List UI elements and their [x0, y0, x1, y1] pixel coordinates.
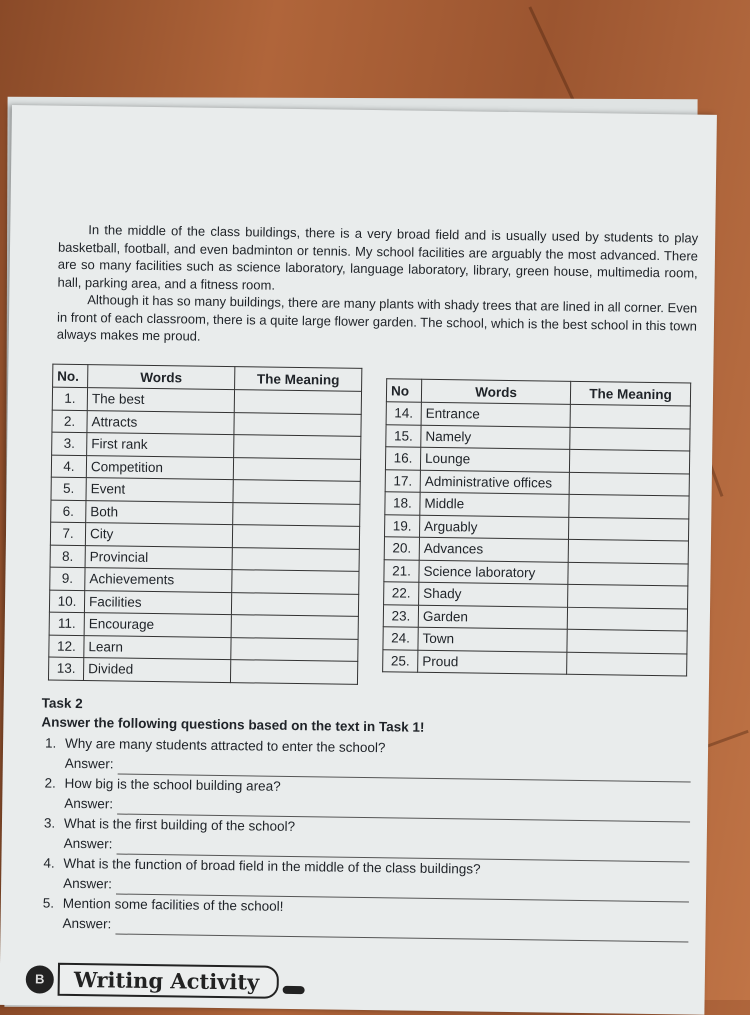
- meaning-cell[interactable]: [567, 629, 687, 653]
- meaning-cell[interactable]: [568, 584, 688, 608]
- answer-label: Answer:: [64, 755, 114, 772]
- row-number: 17.: [385, 469, 420, 492]
- column-header-no: No.: [53, 364, 88, 387]
- task-2-section: [38, 695, 691, 942]
- section-icon: B: [26, 965, 54, 993]
- column-header-no: No: [386, 379, 421, 402]
- meaning-cell[interactable]: [569, 494, 689, 518]
- column-header-meaning: The Meaning: [235, 367, 362, 392]
- table-row: [48, 657, 357, 684]
- writing-activity-title: Writing Activity: [58, 963, 280, 999]
- column-header-words: Words: [421, 379, 570, 404]
- vocabulary-word: Entrance: [421, 402, 570, 427]
- vocabulary-word: Namely: [421, 425, 570, 450]
- worksheet-page: [0, 105, 717, 1015]
- row-number: 16.: [385, 447, 420, 470]
- answer-label: Answer:: [62, 915, 112, 932]
- meaning-cell[interactable]: [567, 607, 687, 631]
- question-list: [38, 733, 691, 942]
- row-number: 12.: [49, 635, 84, 658]
- meaning-cell[interactable]: [569, 472, 689, 496]
- meaning-cell[interactable]: [234, 412, 361, 436]
- task-instruction: Answer the following questions based on the text in Task 1!: [41, 714, 425, 735]
- question-text: What is the function of broad field in the middle of the class buildings?: [63, 855, 481, 877]
- vocabulary-word: Facilities: [84, 590, 231, 615]
- vocabulary-word: City: [85, 523, 232, 548]
- vocabulary-word: Both: [86, 500, 233, 525]
- row-number: 18.: [385, 492, 420, 515]
- answer-label: Answer:: [63, 835, 113, 852]
- vocabulary-table-left: [48, 364, 362, 685]
- row-number: 7.: [50, 522, 85, 545]
- row-number: 23.: [383, 604, 418, 627]
- task-title: Task 2: [41, 695, 83, 712]
- meaning-cell[interactable]: [568, 562, 688, 586]
- vocabulary-word: Event: [86, 478, 233, 503]
- vocabulary-table-right: [382, 378, 691, 676]
- meaning-cell[interactable]: [567, 652, 687, 676]
- row-number: 4.: [51, 455, 86, 478]
- question-text: How big is the school building area?: [64, 775, 281, 794]
- meaning-cell[interactable]: [232, 525, 359, 549]
- reading-text: [57, 221, 699, 352]
- row-number: 13.: [48, 657, 83, 680]
- paragraph-2: Although it has so many buildings, there are many plants with shady trees that are lined in all corner. Even in front of each classroom, there is a quite large flower garden. The school, which is the best school in this town always makes me proud.: [56, 292, 698, 344]
- vocabulary-word: Achievements: [85, 568, 232, 593]
- meaning-cell[interactable]: [570, 427, 690, 451]
- meaning-cell[interactable]: [231, 637, 358, 661]
- vocabulary-word: Garden: [418, 605, 567, 630]
- vocabulary-word: Middle: [420, 492, 569, 517]
- banner-tail-icon: [283, 985, 305, 993]
- meaning-cell[interactable]: [232, 547, 359, 571]
- vocabulary-word: First rank: [87, 433, 234, 458]
- row-number: 24.: [383, 627, 418, 650]
- meaning-cell[interactable]: [568, 539, 688, 563]
- writing-activity-header: [26, 962, 306, 999]
- row-number: 15.: [386, 424, 421, 447]
- row-number: 5.: [51, 477, 86, 500]
- meaning-cell[interactable]: [233, 502, 360, 526]
- vocabulary-word: Provincial: [85, 545, 232, 570]
- table-row: [383, 649, 687, 676]
- row-number: 20.: [384, 537, 419, 560]
- row-number: 8.: [50, 545, 85, 568]
- column-header-words: Words: [88, 365, 235, 390]
- vocabulary-word: Arguably: [420, 515, 569, 540]
- vocabulary-word: Competition: [86, 455, 233, 480]
- question-number: 2.: [44, 775, 56, 791]
- question-text: What is the first building of the school?: [63, 815, 296, 835]
- column-header-meaning: The Meaning: [570, 381, 690, 406]
- question-text: Mention some facilities of the school!: [62, 895, 284, 914]
- vocabulary-word: The best: [87, 388, 234, 413]
- paragraph-1: In the middle of the class buildings, there is a very broad field and is usually used by students to play basketball, football, and even badminton or tennis. My school facilities are arguably the most advanced. There are so many facilities such as science laboratory, language laboratory, library, green house, multimedia room, hall, parking area, and a fitness room.: [57, 222, 699, 293]
- vocabulary-word: Town: [418, 627, 567, 652]
- vocabulary-word: Science laboratory: [419, 560, 568, 585]
- row-number: 1.: [52, 387, 87, 410]
- row-number: 3.: [52, 432, 87, 455]
- row-number: 22.: [384, 582, 419, 605]
- question-number: 1.: [44, 735, 57, 751]
- question-text: Why are many students attracted to enter the school?: [64, 735, 386, 756]
- meaning-cell[interactable]: [231, 615, 358, 639]
- meaning-cell[interactable]: [233, 480, 360, 504]
- row-number: 14.: [386, 402, 421, 425]
- row-number: 25.: [383, 649, 418, 672]
- row-number: 11.: [49, 612, 84, 635]
- row-number: 2.: [52, 410, 87, 433]
- row-number: 6.: [51, 500, 86, 523]
- question-number: 3.: [43, 815, 56, 831]
- meaning-cell[interactable]: [234, 390, 361, 414]
- vocabulary-word: Divided: [83, 658, 230, 683]
- vocabulary-word: Lounge: [420, 447, 569, 472]
- vocabulary-word: Attracts: [87, 410, 234, 435]
- vocabulary-word: Encourage: [84, 613, 231, 638]
- table-body: [383, 402, 691, 676]
- meaning-cell[interactable]: [568, 517, 688, 541]
- vocabulary-word: Proud: [418, 650, 567, 675]
- vocabulary-word: Advances: [419, 537, 568, 562]
- vocabulary-word: Learn: [84, 635, 231, 660]
- vocabulary-word: Shady: [419, 582, 568, 607]
- vocabulary-word: Administrative offices: [420, 470, 569, 495]
- meaning-cell[interactable]: [230, 660, 357, 684]
- question-number: 4.: [43, 855, 55, 871]
- meaning-cell[interactable]: [570, 404, 690, 428]
- answer-label: Answer:: [63, 875, 113, 892]
- answer-line[interactable]: [115, 920, 688, 943]
- row-number: 19.: [385, 514, 420, 537]
- row-number: 9.: [50, 567, 85, 590]
- meaning-cell[interactable]: [231, 592, 358, 616]
- meaning-cell[interactable]: [569, 449, 689, 473]
- row-number: 10.: [49, 590, 84, 613]
- meaning-cell[interactable]: [233, 457, 360, 481]
- meaning-cell[interactable]: [232, 570, 359, 594]
- table-body: [48, 387, 361, 684]
- question-number: 5.: [42, 895, 55, 911]
- row-number: 21.: [384, 559, 419, 582]
- answer-label: Answer:: [64, 795, 114, 812]
- meaning-cell[interactable]: [234, 435, 361, 459]
